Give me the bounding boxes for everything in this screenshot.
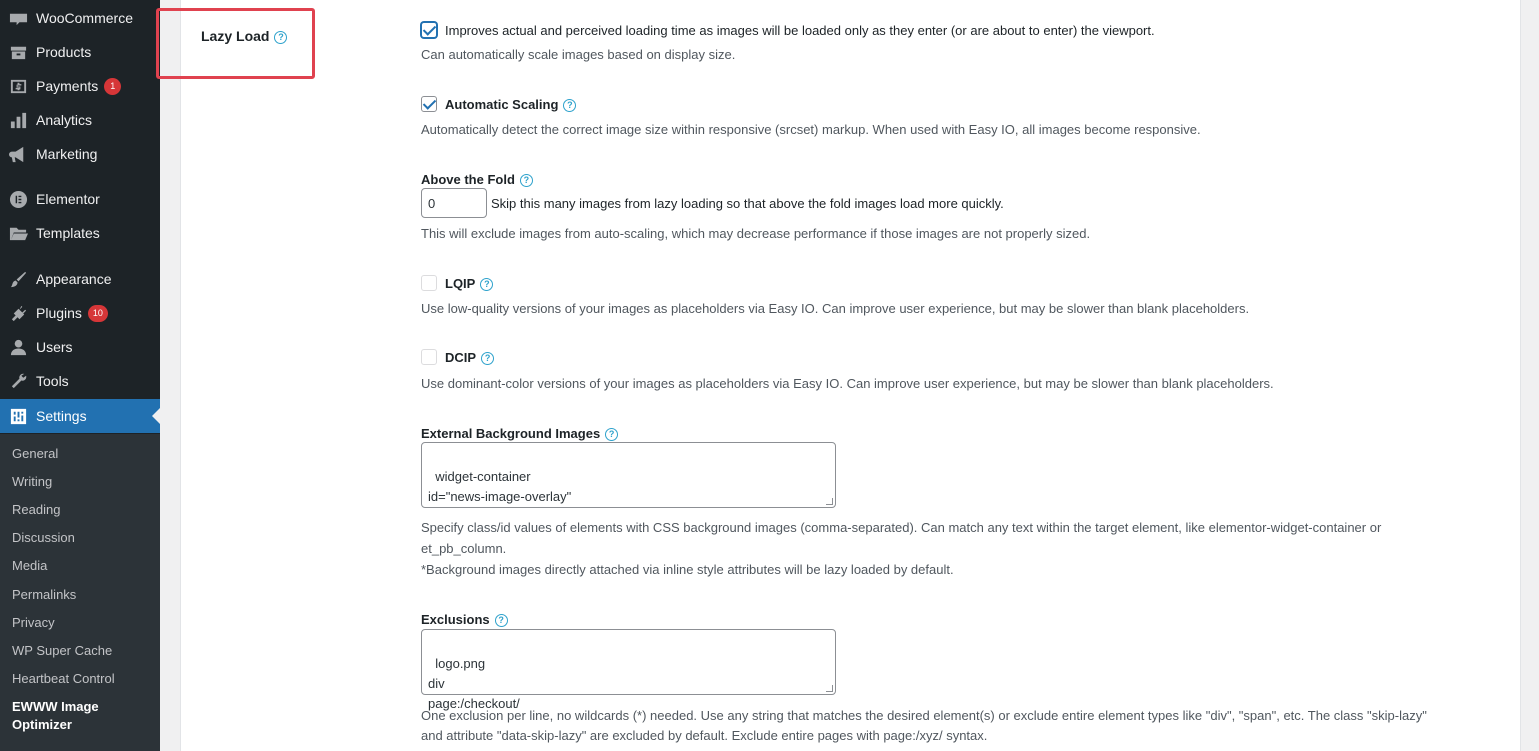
- above-the-fold-label: Above the Fold ?: [421, 172, 533, 187]
- exclusions-description-line1: One exclusion per line, no wildcards (*) needed. Use any string that matches the desired element(s) or exclude entire element types like "div", "span", etc. The class "skip-lazy": [421, 708, 1427, 723]
- lqip-help-icon[interactable]: ?: [480, 278, 493, 291]
- menu-item-woocommerce[interactable]: WooCommerce: [0, 1, 160, 35]
- analytics-icon: [0, 111, 36, 130]
- paintbrush-icon: [0, 270, 36, 289]
- menu-item-users[interactable]: Users: [0, 330, 160, 364]
- menu-item-elementor[interactable]: Elementor: [0, 182, 160, 216]
- automatic-scaling-label: Automatic Scaling ?: [445, 97, 576, 112]
- dcip-help-icon[interactable]: ?: [481, 352, 494, 365]
- plugins-badge: 10: [88, 305, 108, 322]
- marketing-icon: [0, 145, 36, 164]
- above-the-fold-help-icon[interactable]: ?: [520, 174, 533, 187]
- menu-item-products[interactable]: Products: [0, 35, 160, 69]
- automatic-scaling-help-icon[interactable]: ?: [563, 99, 576, 112]
- plugin-icon: [0, 304, 36, 323]
- users-icon: [0, 338, 36, 357]
- submenu-privacy[interactable]: Privacy: [12, 615, 55, 630]
- external-background-images-note: *Background images directly attached via inline style attributes will be lazy loaded by default.: [421, 562, 954, 577]
- menu-item-marketing[interactable]: Marketing: [0, 137, 160, 171]
- resize-handle[interactable]: [826, 685, 833, 692]
- lqip-checkbox[interactable]: [421, 275, 437, 291]
- dcip-checkbox[interactable]: [421, 349, 437, 365]
- lazy-load-description: Improves actual and perceived loading time as images will be loaded only as they enter (or are about to enter) the viewport.: [445, 23, 1155, 38]
- menu-item-analytics[interactable]: Analytics: [0, 103, 160, 137]
- lazy-load-help-icon[interactable]: ?: [274, 31, 287, 44]
- submenu-general[interactable]: General: [12, 446, 59, 461]
- exclusions-textarea[interactable]: logo.png div page:/checkout/: [421, 629, 836, 695]
- dcip-label: DCIP ?: [445, 350, 494, 365]
- above-the-fold-description: This will exclude images from auto-scaling, which may decrease performance if those images are not properly sized.: [421, 226, 1091, 241]
- above-the-fold-inline-description: Skip this many images from lazy loading so that above the fold images load more quickly.: [491, 196, 1004, 211]
- automatic-scaling-description: Automatically detect the correct image size within responsive (srcset) markup. When used with Easy IO, all images become responsive.: [421, 122, 1201, 137]
- woocommerce-icon: [0, 9, 36, 28]
- menu-item-plugins[interactable]: Plugins 10: [0, 296, 160, 330]
- submenu-discussion[interactable]: Discussion: [12, 530, 75, 545]
- submenu-permalinks[interactable]: Permalinks: [12, 587, 77, 602]
- submenu-wp-super-cache[interactable]: WP Super Cache: [12, 643, 113, 658]
- external-background-images-help-icon[interactable]: ?: [605, 428, 618, 441]
- folder-icon: [0, 224, 36, 243]
- lazy-load-subdescription: Can automatically scale images based on display size.: [421, 47, 736, 62]
- external-background-images-label: External Background Images ?: [421, 426, 618, 441]
- settings-icon: [0, 407, 36, 426]
- exclusions-description-line2: and attribute "data-skip-lazy" are excluded by default. Exclude entire pages with page:/xyz/ syntax.: [421, 728, 988, 743]
- payments-icon: [0, 77, 36, 96]
- menu-item-appearance[interactable]: Appearance: [0, 262, 160, 296]
- above-the-fold-input[interactable]: [421, 188, 487, 218]
- submenu-ewww-image-optimizer[interactable]: EWWW Image Optimizer: [12, 699, 99, 732]
- resize-handle[interactable]: [826, 498, 833, 505]
- external-background-images-textarea[interactable]: widget-container id="news-image-overlay": [421, 442, 836, 508]
- products-icon: [0, 43, 36, 62]
- submenu-writing[interactable]: Writing: [12, 474, 53, 489]
- menu-item-settings[interactable]: Settings: [0, 399, 160, 433]
- external-background-images-description-line2: et_pb_column.: [421, 541, 507, 556]
- exclusions-label: Exclusions ?: [421, 612, 508, 627]
- settings-submenu: [0, 434, 160, 751]
- lazy-load-heading: Lazy Load ?: [201, 28, 287, 44]
- submenu-reading[interactable]: Reading: [12, 502, 61, 517]
- submenu-heartbeat-control[interactable]: Heartbeat Control: [12, 671, 115, 686]
- exclusions-help-icon[interactable]: ?: [495, 614, 508, 627]
- automatic-scaling-checkbox[interactable]: [421, 96, 437, 112]
- submenu-media[interactable]: Media: [12, 558, 48, 573]
- menu-item-tools[interactable]: Tools: [0, 364, 160, 398]
- lazy-load-checkbox[interactable]: [421, 22, 437, 38]
- payments-badge: 1: [104, 78, 121, 95]
- menu-item-payments[interactable]: Payments 1: [0, 69, 160, 103]
- elementor-icon: [0, 190, 36, 209]
- lqip-description: Use low-quality versions of your images as placeholders via Easy IO. Can improve user experience, but may be slower than blank placeholders.: [421, 301, 1250, 316]
- admin-sidebar: [0, 0, 160, 751]
- lqip-label: LQIP ?: [445, 276, 493, 291]
- menu-item-templates[interactable]: Templates: [0, 216, 160, 250]
- wrench-icon: [0, 372, 36, 391]
- dcip-description: Use dominant-color versions of your images as placeholders via Easy IO. Can improve user experience, but may be slower than blank placeholders.: [421, 376, 1274, 391]
- external-background-images-description-line1: Specify class/id values of elements with CSS background images (comma-separated). Can match any text within the target element, like elementor-widget-container or: [421, 520, 1382, 535]
